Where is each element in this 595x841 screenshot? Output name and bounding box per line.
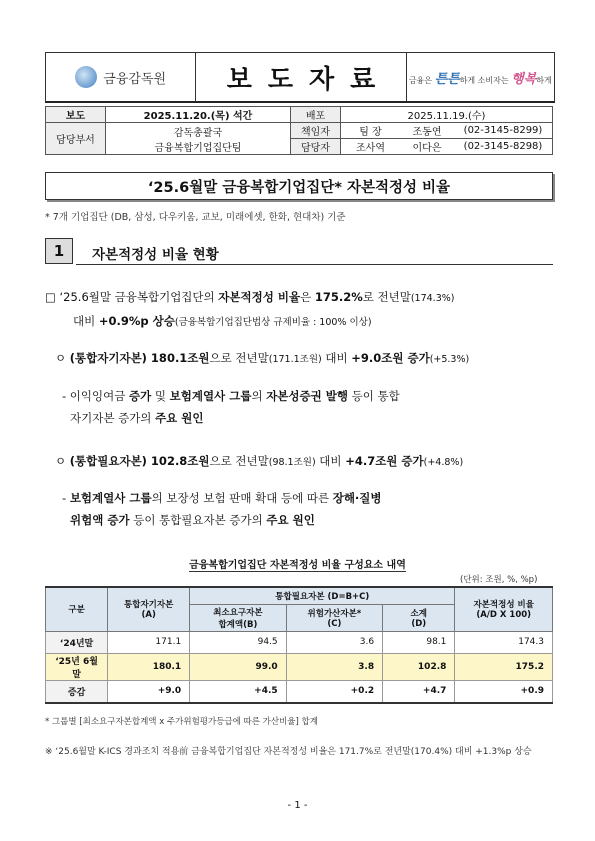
table-row [46, 631, 553, 653]
p4-b: (통합필요자본) 102.8조원 [69, 454, 210, 468]
table-row [46, 653, 553, 680]
page-number: - 1 - [287, 800, 308, 811]
slogan-mid: 하게 소비자는 [459, 75, 509, 85]
p3-h: 자기자본 증가의 [70, 411, 156, 425]
release-info-table [45, 106, 553, 155]
col-own-capital [108, 587, 190, 631]
resp-title: 팀 장 [341, 123, 401, 139]
p4-f: +4.7조원 증가 [345, 454, 424, 468]
para-own-capital-reason [62, 385, 555, 429]
col-own-capital-label: 통합자기자본 [124, 600, 174, 611]
dept-value [106, 123, 291, 155]
dist-label: 배포 [291, 107, 341, 123]
section-title: 자본적정성 비율 현황 [92, 247, 219, 263]
p1-a: □ ‘25.6월말 금융복합기업집단의 [45, 290, 219, 304]
cell-ratio: 175.2 [455, 653, 553, 680]
table-unit: (단위: 조원, %, %p) [460, 575, 538, 585]
cell-own: 171.1 [108, 631, 190, 653]
row-label: 증감 [46, 680, 108, 703]
headline: ‘25.6월말 금융복합기업집단* 자본적정성 비율 [147, 179, 451, 196]
p5-e: 위험액 증가 [70, 513, 130, 527]
col-min-capital [190, 604, 286, 631]
cell-subtotal: 98.1 [383, 631, 455, 653]
p2-g: (+5.3%) [429, 354, 470, 365]
p4-e: 대비 [315, 454, 346, 468]
staff-phone: (02-3145-8298) [454, 139, 553, 155]
resp-phone: (02-3145-8299) [454, 123, 553, 139]
cell-own: +9.0 [108, 680, 190, 703]
headline-box [45, 172, 553, 200]
cell-risk: +0.2 [286, 680, 382, 703]
para-summary [45, 286, 555, 334]
col-subtotal-label: 소계 [410, 608, 427, 619]
p3-i: 주요 원인 [155, 411, 204, 425]
resp-name: 조동연 [400, 123, 454, 139]
col-subtotal [383, 604, 455, 631]
p2-c: 으로 전년말 [209, 351, 269, 365]
cell-min: 94.5 [190, 631, 286, 653]
p5-a: - [62, 491, 70, 505]
p5-g: 주요 원인 [266, 513, 315, 527]
col-risk-label: 위험가산자본* [307, 608, 362, 619]
cell-ratio: +0.9 [455, 680, 553, 703]
cell-risk: 3.8 [286, 653, 382, 680]
col-min-label: 최소요구자본 [213, 607, 263, 618]
p4-c: 으로 전년말 [209, 454, 269, 468]
p1-g: 대비 [73, 314, 99, 328]
p3-d: 보험계열사 그룹 [169, 389, 252, 403]
p1-h: +0.9%p 상승 [98, 314, 175, 328]
press-header [45, 52, 555, 103]
section-divider [76, 264, 553, 265]
p1-d: 175.2% [314, 290, 363, 304]
slogan-text [409, 68, 552, 87]
org-name: 금융감독원 [103, 71, 167, 87]
p1-f: (174.3%) [410, 293, 455, 304]
p3-a: - 이익잉여금 [62, 389, 130, 403]
section-number: 1 [45, 238, 73, 264]
press-title-cell [196, 53, 406, 101]
p3-g: 등이 통합 [347, 389, 400, 403]
p1-i: (금융복합기업집단법상 규제비율 : 100% 이상) [174, 317, 372, 328]
table-caption [0, 556, 595, 571]
para-req-capital-reason [62, 487, 555, 531]
report-label: 보도 [46, 107, 106, 123]
p4-g: (+4.8%) [423, 457, 464, 468]
cell-min: 99.0 [190, 653, 286, 680]
press-title: 보도자료 [226, 64, 392, 95]
p2-d: (171.1조원) [268, 354, 322, 365]
col-ratio-sub: (A/D X 100) [476, 610, 532, 621]
dept-label: 담당부서 [46, 123, 106, 155]
cell-risk: 3.6 [286, 631, 382, 653]
p1-b: 자본적정성 비율 [218, 290, 301, 304]
table-row [46, 680, 553, 703]
p4-a: ㅇ [55, 454, 70, 468]
p5-c: 의 보장성 보험 판매 확대 등에 따른 [151, 491, 333, 505]
row-label: ‘24년말 [46, 631, 108, 653]
slogan-pre: 금융은 [408, 75, 433, 85]
p1-c: 은 [300, 290, 315, 304]
fss-logo-icon [75, 66, 97, 88]
footnote-1: * 그룹별 [최소요구자본합계액 x 주가위험평가등급에 따른 가산비율] 합계 [45, 717, 318, 727]
col-req-capital: 통합필요자본 (D=B+C) [190, 587, 455, 604]
p2-b: (통합자기자본) 180.1조원 [69, 351, 210, 365]
dist-date: 2025.11.19.(수) [341, 107, 553, 123]
col-own-capital-sub: (A) [141, 610, 156, 621]
capital-adequacy-table [45, 586, 553, 704]
slogan-post: 하게 [536, 75, 552, 85]
headline-note: * 7개 기업집단 (DB, 삼성, 다우키움, 교보, 미래에셋, 한화, 현대차) 기준 [45, 212, 346, 223]
p3-c: 및 [151, 389, 170, 403]
col-ratio-label: 자본적정성 비율 [473, 600, 534, 611]
cell-min: +4.5 [190, 680, 286, 703]
p4-d: (98.1조원) [268, 457, 316, 468]
col-subtotal-sub: (D) [411, 618, 427, 629]
report-date: 2025.11.20.(목) 석간 [106, 107, 291, 123]
p5-d: 장해·질병 [332, 491, 382, 505]
cell-ratio: 174.3 [455, 631, 553, 653]
staff-name: 이다은 [400, 139, 454, 155]
slogan-word2: 행복 [511, 71, 537, 87]
org-logo [46, 53, 196, 101]
cell-subtotal: +4.7 [383, 680, 455, 703]
para-req-capital [55, 450, 555, 474]
footnote-2: ※ ‘25.6월말 K-ICS 경과조치 적용前 금융복합기업집단 자본적정성 비율은 171.7%로 전년말(170.4%) 대비 +1.3%p 상승 [45, 747, 532, 757]
p3-b: 증가 [129, 389, 152, 403]
p1-e: 로 전년말 [362, 290, 411, 304]
dept-line1: 감독총괄국 [173, 127, 223, 139]
col-min-label2: 합계액(B) [218, 619, 258, 630]
p5-b: 보험계열사 그룹 [69, 491, 152, 505]
p3-f: 자본성증권 발행 [266, 389, 348, 403]
table-caption-text: 금융복합기업집단 자본적정성 비율 구성요소 내역 [189, 560, 406, 571]
col-risk-sub: (C) [327, 618, 342, 629]
col-ratio [455, 587, 553, 631]
p3-e: 의 [251, 389, 267, 403]
p5-f: 등이 통합필요자본 증가의 [129, 513, 267, 527]
resp-label: 책임자 [291, 123, 341, 139]
p2-a: ㅇ [55, 351, 70, 365]
staff-title: 조사역 [341, 139, 401, 155]
col-risk-capital [286, 604, 382, 631]
staff-label: 담당자 [291, 139, 341, 155]
p2-f: +9.0조원 증가 [351, 351, 430, 365]
cell-subtotal: 102.8 [383, 653, 455, 680]
p2-e: 대비 [321, 351, 352, 365]
slogan [407, 53, 554, 101]
slogan-word1: 튼튼 [434, 71, 460, 87]
cell-own: 180.1 [108, 653, 190, 680]
row-label: ‘25년 6월말 [46, 653, 108, 680]
para-own-capital [55, 347, 555, 371]
col-category: 구분 [46, 587, 108, 631]
dept-line2: 금융복합기업집단팀 [154, 142, 242, 154]
